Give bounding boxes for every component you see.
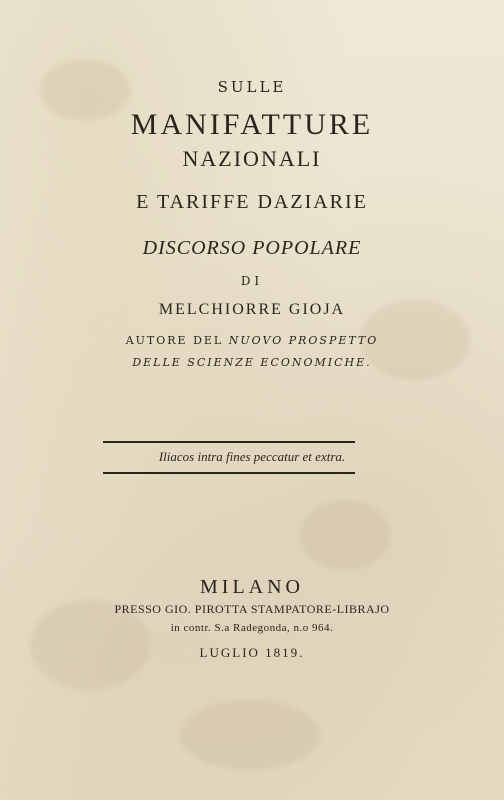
title-line-manifatture: MANIFATTURE <box>130 108 374 141</box>
author-name: MELCHIORRE GIOJA <box>158 301 346 318</box>
paper-stain <box>300 500 390 570</box>
imprint-address: in contr. S.a Radegonda, n.o 964. <box>170 622 334 634</box>
title-line-sulle: SULLE <box>217 78 287 96</box>
title-line-tariffe: E TARIFFE DAZIARIE <box>136 191 368 213</box>
author-note-prefix: AUTORE DEL <box>125 334 229 347</box>
imprint-publisher: PRESSO GIO. PIROTTA STAMPATORE-LIBRAJO <box>114 602 390 616</box>
paper-stain <box>180 700 320 770</box>
author-note-italic: NUOVO PROSPETTO <box>228 334 379 347</box>
imprint-date: LUGLIO 1819. <box>199 645 305 660</box>
motto-rule-top <box>103 441 355 443</box>
imprint-city: MILANO <box>200 576 304 598</box>
subtitle: DISCORSO POPOLARE <box>142 237 362 259</box>
author-note-line2: DELLE SCIENZE ECONOMICHE. <box>132 356 372 369</box>
author-note-line1 <box>0 335 504 346</box>
motto: Iliacos intra fines peccatur et extra. <box>158 449 346 464</box>
byline-di: DI <box>240 274 264 288</box>
motto-rule-bottom <box>103 472 355 474</box>
title-line-nazionali: NAZIONALI <box>182 146 322 171</box>
